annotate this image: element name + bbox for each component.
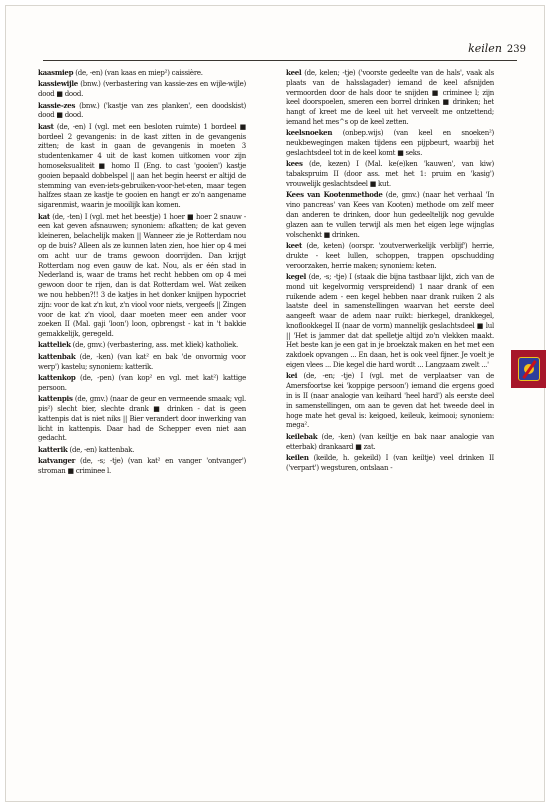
heraldic-emblem-icon [518, 357, 540, 381]
dictionary-entry [38, 340, 246, 351]
entry-headword: kattenbak [38, 351, 76, 361]
dictionary-entry [286, 159, 494, 189]
dictionary-entry [286, 68, 494, 128]
entry-definition: (de, kelen; -tje) ('voorste gedeelte van de hals', vaak als plaats van de halsslagader) iemand de keel afsnijden vermoorden door de hals door te snijden ■ criminee l; zijn keel doorspoelen, smeren een borrel drinken ■ drinken; het hangt of kreet me de keel uit het verveelt me ontzettend; iemand het mes^s op de keel zetten. [286, 69, 494, 126]
entry-headword: kast [38, 121, 54, 131]
entry-definition: (de, -s; -tje) I (staak die bijna tastbaar lijkt, zich van de mond uit kegelvormig verspreidend) 1 naar drank of een ruikende adem - een kegel hebben naar drank ruiken 2 als laatste deel in samenstellingen waarvan het eerste deel aangeeft waar de adem naar ruikt: bierkegel, drankkegel, knoflookkegel II (naar de vorm) mannelijk geslachtsdeel ■ lul || 'Het is jammer dat dat spelletje altijd zo'n vlekken maakt. Het beste kan je een gat in je broekzak maken en het met een zakdoek opvangen ... En daan, het is ook veel fijner. Je voelt je eigen vlees ... Die kegel die hard wordt ... Langzaam zwelt ...' [286, 272, 494, 370]
entry-headword: keel [286, 68, 302, 77]
running-head [446, 42, 526, 56]
dictionary-entry [38, 101, 246, 122]
dictionary-entry [286, 432, 494, 453]
entry-headword: kat [38, 211, 50, 221]
entry-headword: katterik [38, 444, 68, 454]
dictionary-entry [38, 373, 246, 394]
entry-headword: kei [286, 371, 298, 381]
entry-definition: (de, keten) (oorspr. 'zoutverwerkelijk verblijf') herrie, drukte - keet lullen, schoppen, trappen opschudding veroorzaken, herrie maken; synoniem: keten. [286, 241, 494, 270]
entry-definition: (de, kezen) I (Mal. ke(e)ken 'kauwen', van kiw) tabakspruim II (door ass. met het 1: pruim en 'kasig') vrouwelijk geslachtsdeel ■ kut. [286, 160, 494, 188]
entry-definition: (de, gmv.) (naar de geur en vermeende smaak; vgl. pis²) slecht bier, slechte drank ■ drinken - dat is geen kattenpis dat is niet niks || Bier verandert door inwerking van licht in kattenpis. Daar had de Schepper even niet aan gedacht. [38, 395, 246, 443]
entry-headword: kattenpis [38, 394, 73, 404]
entry-headword: katvanger [38, 456, 76, 466]
dictionary-entry [38, 456, 246, 477]
entry-definition: (de, -ken) (van keiltje en bak naar analogie van etterbak) drankaard ■ zat. [286, 432, 494, 451]
entry-definition: (bnw.) ('kastje van zes planken', een doodskist) dood ■ dood. [38, 101, 246, 120]
dictionary-entry [286, 128, 494, 158]
entry-headword: kegel [286, 271, 307, 281]
entry-headword: keilen [286, 453, 309, 463]
header-rule [43, 60, 517, 61]
entry-definition: (de, -ken) (van kat² en bak 'de onvormig voor werp') kastelu; synoniem: katterik. [38, 352, 246, 371]
dictionary-entry [38, 394, 246, 444]
dictionary-entry [38, 68, 246, 79]
left-column [38, 68, 246, 761]
entry-definition: (de, -ten) I (vgl. met het beestje) 1 hoer ■ hoer 2 snauw - een kat geven afsnauwen; synoniem: afkatten; de kat geven kleineren, belachelijk maken || Wanneer zie je Rotterdam nou op de buis? Alleen als ze kunnen laten zien, hoe hier op 4 mei om acht uur de trams gewoon doorrijden. Dan krijgt Rotterdam nog even gauw de kat. Nou, als er één stad in Nederland is, waar de trams het recht hebben om op 4 mei gewoon door te rijen, dan is dat Rotterdam wel. Wat zeiken we nou hebben?!! 3 de katjes in het donker knijpen hypocriet zijn: voor de kat z'n kut, z'n viool voor niets, vergeefs || Zingen voor de kat z'n viool, daar moeten meer een ander voor zoeken II (Mal. gaji 'loon') loon, opbrengst - kat in 't bakkie gemakkelijk, geregeld. [38, 212, 246, 339]
entry-headword: kees [286, 159, 303, 169]
entry-definition: (de, -pen) (van kop² en vgl. met kat²) kattige persoon. [38, 374, 246, 392]
dictionary-entry [38, 212, 246, 340]
dictionary-entry [286, 241, 494, 271]
dictionary-entry [38, 122, 246, 211]
entry-definition: (de, -en) I (vgl. met een besloten ruimte) 1 bordeel ■ bordeel 2 gevangenis: in de kast zitten in de gevangenis zitten; de kast in gaan de gevangenis in moeten 3 studentenkamer 4 uit de kast komen uitkomen voor zijn homoseksualiteit ■ homo II (Eng. to cast 'gooien') kastje gooien bepaald dobbelspel || aan het begin heerst er altijd de stemming van even-iets-gebruiken-voor-het-eten, maar tegen halfzes staan ze kastje te gooien en hangt er zo'n aangename sigarenmist, waarin je mooilijk kan komen. [38, 122, 246, 210]
entry-definition: (de, -en; -tje) I (vgl. met de verplaatser van de Amersfoortse kei 'koppige persoon') iemand die ergens goed in is II (naar analogie van keihard 'heel hard') als eerste deel in samenstellingen, om aan te geven dat het tweede deel in hoge mate het geval is: keigoed, keileuk, keimooi; synoniem: mega². [286, 372, 494, 430]
entry-definition: (de, -s; -tje) (van kat² en vanger 'ontvanger') stroman ■ criminee l. [38, 457, 246, 476]
entry-definition: (de, -en) kattenbak. [67, 445, 135, 454]
dictionary-entry [38, 445, 246, 456]
dictionary-entry [38, 352, 246, 373]
entry-headword: keilebak [286, 431, 318, 441]
dictionary-entry [286, 371, 494, 431]
dictionary-entry [286, 453, 494, 474]
entry-headword: Kees van Kootenmethode [286, 190, 383, 200]
entry-definition: (de, gmv.) (naar het verhaal 'In vino pancreas' van Kees van Kooten) methode om zelf meer dan anderen te drinken, door hun gedeeltelijk nog gevulde glazen aan te vullen terwijl als men het eigen lege wijnglas volschenkt ■ drinken. [286, 191, 494, 239]
entry-headword: kattenkop [38, 373, 76, 383]
page-number: 239 [506, 44, 526, 55]
entry-definition: (onbep.wijs) (van keel en snoeken²) neukbewegingen maken tijdens een pijpbeurt, waarbij het geslachtsdeel tot in de keel komt ■ seks. [286, 129, 494, 157]
right-column [286, 68, 494, 761]
dictionary-entry [286, 272, 494, 371]
entry-headword: kassiewijle [38, 79, 78, 89]
entry-headword: katteliek [38, 340, 71, 350]
entry-headword: keet [286, 240, 302, 250]
entry-headword: keelsnoeken [286, 128, 333, 138]
entry-definition: (de, -en) (van kaas en miep²) caissière. [73, 69, 203, 77]
dictionary-page [5, 5, 545, 802]
running-head-word: keilen [468, 42, 502, 55]
entry-headword: kassie-zes [38, 100, 76, 110]
entry-headword: kaasmiep [38, 68, 74, 77]
entry-definition: (keilde, h. gekeild) I (van keiltje) veel drinken II ('verpart') wegsturen, ontslaan - [286, 454, 494, 472]
dictionary-entry [38, 79, 246, 100]
entry-definition: (de, gmv.) (verbastering, ass. met kliek) katholiek. [70, 341, 239, 350]
dictionary-entry [286, 190, 494, 240]
entry-definition: (bnw.) (verbastering van kassie-zes en wijle-wijle) dood ■ dood. [38, 80, 246, 99]
